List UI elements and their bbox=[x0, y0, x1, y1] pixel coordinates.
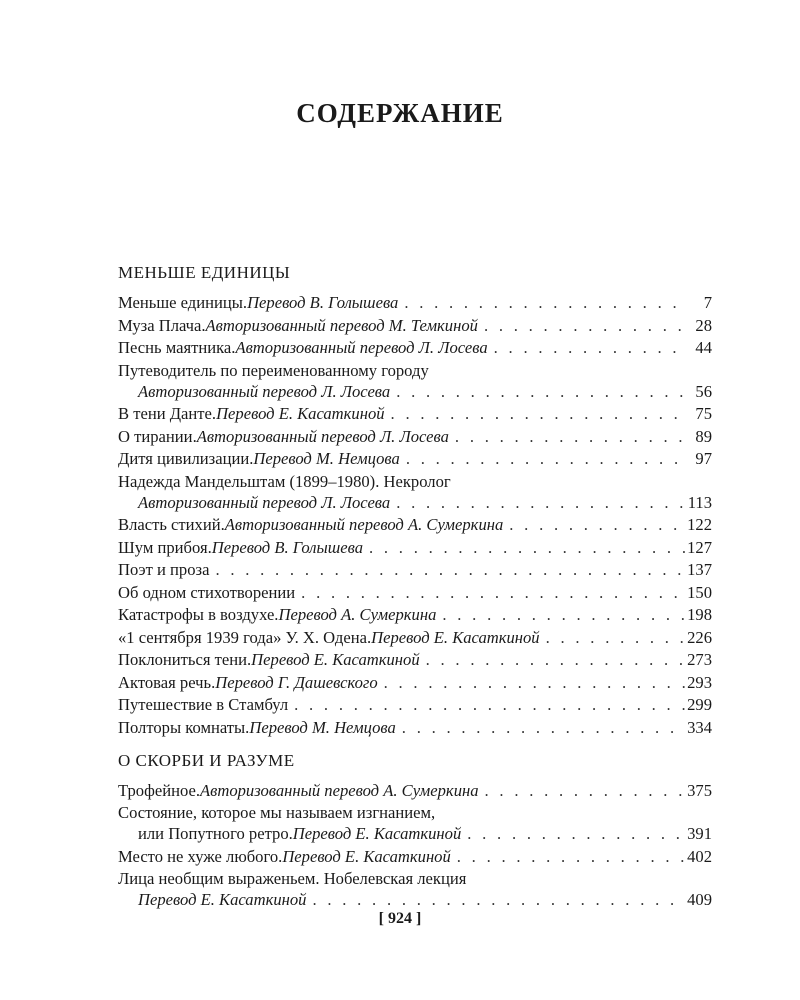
entry-row bbox=[118, 315, 712, 336]
toc-entry[interactable] bbox=[118, 315, 712, 336]
entry-page-number: 97 bbox=[695, 449, 712, 468]
dot-leader bbox=[457, 846, 685, 867]
entry-translator: Перевод В. Голышева bbox=[247, 293, 399, 312]
toc-entry[interactable] bbox=[118, 649, 712, 670]
entry-page-number: 293 bbox=[687, 672, 712, 692]
entry-title: Надежда Мандельштам (1899–1980). Некролог bbox=[118, 471, 451, 491]
toc-entry[interactable] bbox=[118, 292, 712, 313]
entry-title: Поэт и проза bbox=[118, 560, 210, 579]
entry-row bbox=[118, 889, 712, 910]
entry-row bbox=[118, 337, 712, 358]
section-heading: О СКОРБИ И РАЗУМЕ bbox=[118, 750, 295, 770]
entry-row bbox=[118, 381, 712, 402]
entry-translator: Авторизованный перевод Л. Лосева bbox=[138, 381, 391, 401]
toc-list bbox=[118, 292, 712, 738]
entry-translator: Авторизованный перевод А. Сумеркина bbox=[200, 780, 479, 800]
entry-page-number: 122 bbox=[687, 515, 712, 534]
dot-leader bbox=[485, 780, 685, 801]
entry-page-number: 150 bbox=[687, 582, 712, 602]
toc-entry[interactable] bbox=[118, 559, 712, 580]
entry-translator: Авторизованный перевод А. Сумеркина bbox=[224, 515, 504, 534]
entry-page-number: 273 bbox=[687, 650, 712, 669]
entry-row bbox=[118, 717, 712, 738]
entry-page-number: 402 bbox=[687, 846, 712, 866]
entry-title: О тирании. bbox=[118, 426, 197, 446]
entry-title-continued: или Попутного ретро. bbox=[138, 824, 293, 843]
entry-title: Песнь маятника. bbox=[118, 338, 236, 357]
dot-leader bbox=[396, 381, 685, 402]
dot-leader bbox=[467, 823, 685, 844]
section-heading: МЕНЬШЕ ЕДИНИЦЫ bbox=[118, 263, 291, 282]
page-title: СОДЕРЖАНИЕ bbox=[296, 98, 504, 128]
entry-page-number: 375 bbox=[687, 780, 712, 800]
toc-entry[interactable] bbox=[118, 337, 712, 358]
dot-leader bbox=[406, 448, 685, 469]
entry-translator: Перевод Е. Касаткиной bbox=[371, 627, 540, 647]
entry-row bbox=[118, 780, 712, 801]
entry-translator: Перевод А. Сумеркина bbox=[278, 605, 437, 624]
entry-row bbox=[118, 627, 712, 648]
dot-leader bbox=[396, 492, 685, 513]
entry-translator: Авторизованный перевод Л. Лосева bbox=[138, 492, 391, 512]
entry-translator: Перевод Е. Касаткиной bbox=[282, 846, 451, 866]
dot-leader bbox=[494, 337, 685, 358]
entry-row bbox=[118, 403, 712, 424]
entry-page-number: 299 bbox=[687, 695, 712, 714]
entry-page-number: 127 bbox=[687, 537, 712, 557]
dot-leader bbox=[294, 694, 685, 715]
entry-title: Актовая речь. bbox=[118, 672, 216, 692]
entry-page-number: 56 bbox=[695, 381, 712, 401]
dot-leader bbox=[301, 582, 685, 603]
toc-entry[interactable] bbox=[118, 846, 712, 867]
entry-title: Власть стихий. bbox=[118, 515, 225, 534]
entry-row bbox=[118, 492, 712, 513]
entry-title: Муза Плача. bbox=[118, 315, 206, 335]
entry-title: Путеводитель по переименованному городу bbox=[118, 360, 429, 380]
entry-row bbox=[118, 514, 712, 535]
entry-title: Шум прибоя. bbox=[118, 537, 212, 557]
entry-row bbox=[118, 582, 712, 603]
toc-entry[interactable] bbox=[118, 471, 712, 513]
entry-row bbox=[118, 537, 712, 558]
entry-title: Полторы комнаты. bbox=[118, 717, 250, 737]
entry-translator: Перевод Е. Касаткиной bbox=[251, 650, 420, 669]
entry-row bbox=[118, 823, 712, 844]
entry-title: Катастрофы в воздухе. bbox=[118, 605, 279, 624]
entry-title: В тени Данте. bbox=[118, 404, 217, 423]
entry-title: Поклониться тени. bbox=[118, 650, 252, 669]
entry-translator: Перевод В. Голышева bbox=[211, 537, 363, 557]
entry-page-number: 391 bbox=[687, 824, 712, 843]
toc-entry[interactable] bbox=[118, 582, 712, 603]
entry-title: Меньше единицы. bbox=[118, 293, 248, 312]
entry-title: Место не хуже любого. bbox=[118, 846, 283, 866]
entry-page-number: 409 bbox=[687, 890, 712, 909]
entry-page-number: 198 bbox=[687, 605, 712, 624]
toc-entry[interactable] bbox=[118, 868, 712, 910]
entry-translator: Перевод Е. Касаткиной bbox=[216, 404, 385, 423]
entry-translator: Перевод М. Немцова bbox=[253, 449, 400, 468]
dot-leader bbox=[442, 604, 685, 625]
entry-page-number: 113 bbox=[687, 492, 712, 512]
toc-entry[interactable] bbox=[118, 780, 712, 801]
toc-entry[interactable] bbox=[118, 514, 712, 535]
entry-translator: Авторизованный перевод Л. Лосева bbox=[235, 338, 488, 357]
entry-translator: Перевод Е. Касаткиной bbox=[138, 890, 307, 909]
entry-row bbox=[118, 559, 712, 580]
entry-translator: Перевод Е. Касаткиной bbox=[292, 824, 462, 843]
toc-entry[interactable] bbox=[118, 717, 712, 738]
dot-leader bbox=[215, 559, 685, 580]
entry-row bbox=[118, 448, 712, 469]
toc-entry[interactable] bbox=[118, 694, 712, 715]
dot-leader bbox=[402, 717, 685, 738]
toc-entry[interactable] bbox=[118, 537, 712, 558]
entry-row bbox=[118, 694, 712, 715]
dot-leader bbox=[546, 627, 685, 648]
entry-page-number: 137 bbox=[687, 560, 712, 579]
entry-page-number: 75 bbox=[695, 404, 712, 423]
entry-row bbox=[118, 426, 712, 447]
toc-list bbox=[118, 780, 712, 911]
entry-translator: Авторизованный перевод М. Темкиной bbox=[205, 315, 478, 335]
toc-entry[interactable] bbox=[118, 672, 712, 693]
toc-entry[interactable] bbox=[118, 604, 712, 625]
entry-row bbox=[118, 292, 712, 313]
dot-leader bbox=[484, 315, 685, 336]
entry-translator: Перевод Г. Дашевского bbox=[215, 672, 378, 692]
entry-row bbox=[118, 604, 712, 625]
entry-title: Трофейное. bbox=[118, 780, 200, 800]
toc-entry[interactable] bbox=[118, 627, 712, 648]
entry-page-number: 44 bbox=[695, 338, 712, 357]
dot-leader bbox=[426, 649, 685, 670]
entry-row bbox=[118, 846, 712, 867]
dot-leader bbox=[369, 537, 685, 558]
entry-translator: Перевод М. Немцова bbox=[249, 717, 396, 737]
toc-entry[interactable] bbox=[118, 448, 712, 469]
entry-page-number: 28 bbox=[695, 315, 712, 335]
toc-entry[interactable] bbox=[118, 360, 712, 402]
entry-row bbox=[118, 649, 712, 670]
entry-page-number: 89 bbox=[695, 426, 712, 446]
dot-leader bbox=[391, 403, 685, 424]
dot-leader bbox=[384, 672, 685, 693]
entry-page-number: 226 bbox=[687, 627, 712, 647]
table-of-contents bbox=[118, 262, 712, 910]
entry-title: Дитя цивилизации. bbox=[118, 449, 254, 468]
entry-title: Об одном стихотворении bbox=[118, 582, 296, 602]
entry-title: «1 сентября 1939 года» У. Х. Одена. bbox=[118, 627, 372, 647]
toc-entry[interactable] bbox=[118, 403, 712, 424]
toc-entry[interactable] bbox=[118, 426, 712, 447]
entry-page-number: 7 bbox=[703, 293, 712, 312]
dot-leader bbox=[455, 426, 685, 447]
entry-page-number: 334 bbox=[687, 717, 712, 737]
entry-row bbox=[118, 672, 712, 693]
toc-entry[interactable] bbox=[118, 802, 712, 844]
entry-title: Лица необщим выраженьем. Нобелевская лекция bbox=[118, 869, 467, 888]
dot-leader bbox=[404, 292, 685, 313]
page-number: [ 924 ] bbox=[378, 910, 422, 927]
dot-leader bbox=[509, 514, 685, 535]
entry-title: Путешествие в Стамбул bbox=[118, 695, 289, 714]
dot-leader bbox=[312, 889, 685, 910]
entry-title: Состояние, которое мы называем изгнанием, bbox=[118, 803, 436, 822]
entry-translator: Авторизованный перевод Л. Лосева bbox=[196, 426, 449, 446]
